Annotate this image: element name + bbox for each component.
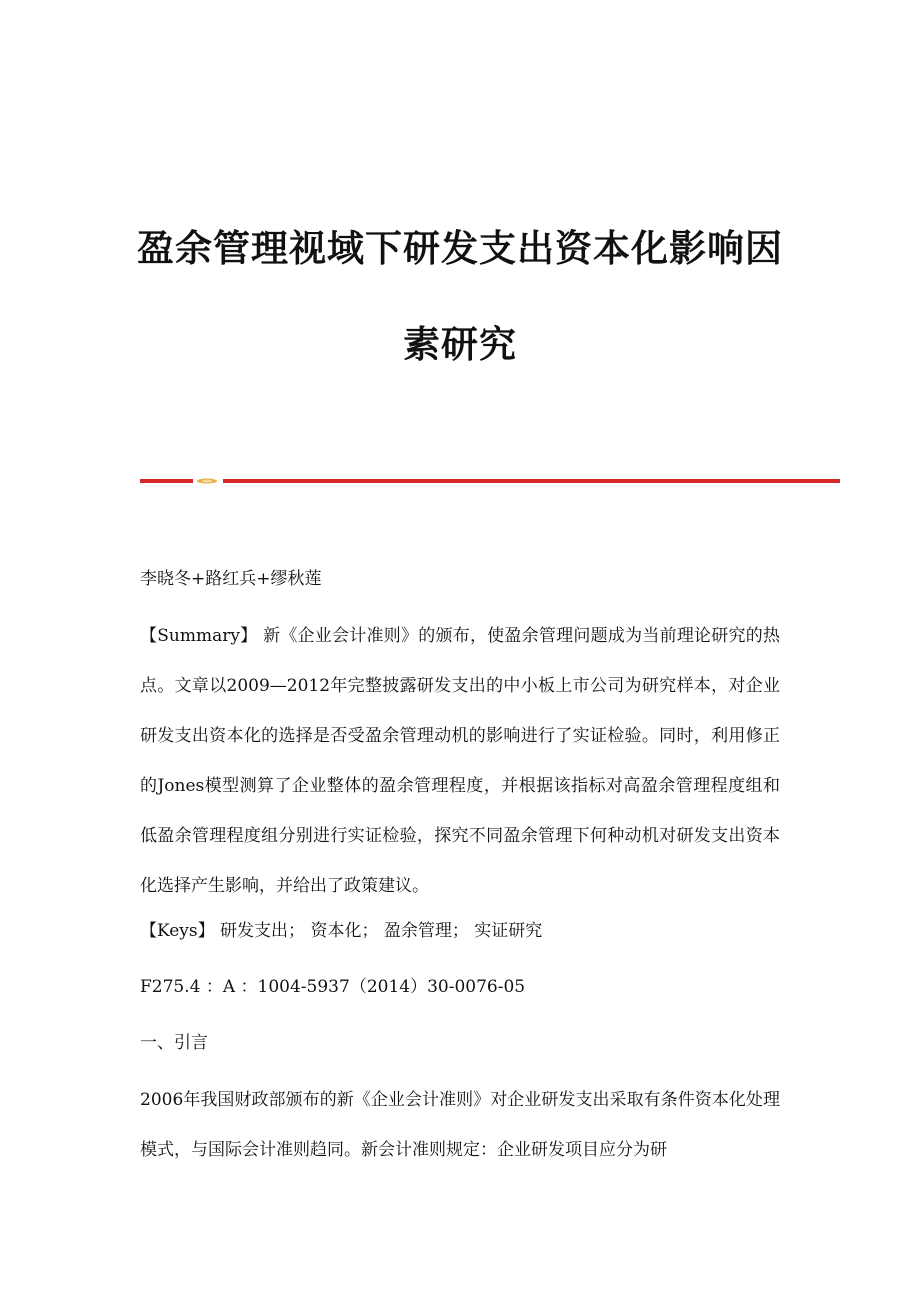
keys-label: 【Keys】	[140, 921, 215, 941]
keywords-paragraph	[140, 906, 780, 956]
divider-bar-right	[223, 479, 840, 483]
page-title-line-1: 盈余管理视域下研发支出资本化影响因	[137, 227, 783, 270]
title-divider	[140, 478, 840, 484]
keys-text: 研发支出； 资本化； 盈余管理； 实证研究	[220, 921, 543, 941]
summary-label: 【Summary】	[140, 626, 258, 646]
divider-bar-left	[140, 479, 193, 483]
authors: 李晓冬+路红兵+缪秋莲	[140, 569, 322, 589]
summary-text: 新《企业会计准则》的颁布，使盈余管理问题成为当前理论研究的热点。文章以2009—2012年完整披露研发支出的中小板上市公司为研究样本，对企业研发支出资本化的选择是否受盈余管理动机的影响进行了实证检验。同时，利用修正的Jones模型测算了企业整体的盈余管理程度，并根据该指标对高盈余管理程度组和低盈余管理程度组分别进行实证检验，探究不同盈余管理下何种动机对研发支出资本化选择产生影响，并给出了政策建议。	[140, 626, 781, 896]
section-heading: 一、引言	[140, 1033, 208, 1053]
classification-line: F275.4 ：A ：1004-5937（2014）30-0076-05	[140, 977, 526, 997]
divider-ornament-icon	[196, 477, 218, 485]
summary-paragraph	[140, 611, 780, 911]
page-title-line-2: 素研究	[403, 323, 517, 366]
intro-paragraph: 2006年我国财政部颁布的新《企业会计准则》对企业研发支出采取有条件资本化处理模式，与国际会计准则趋同。新会计准则规定：企业研发项目应分为研	[140, 1090, 780, 1160]
